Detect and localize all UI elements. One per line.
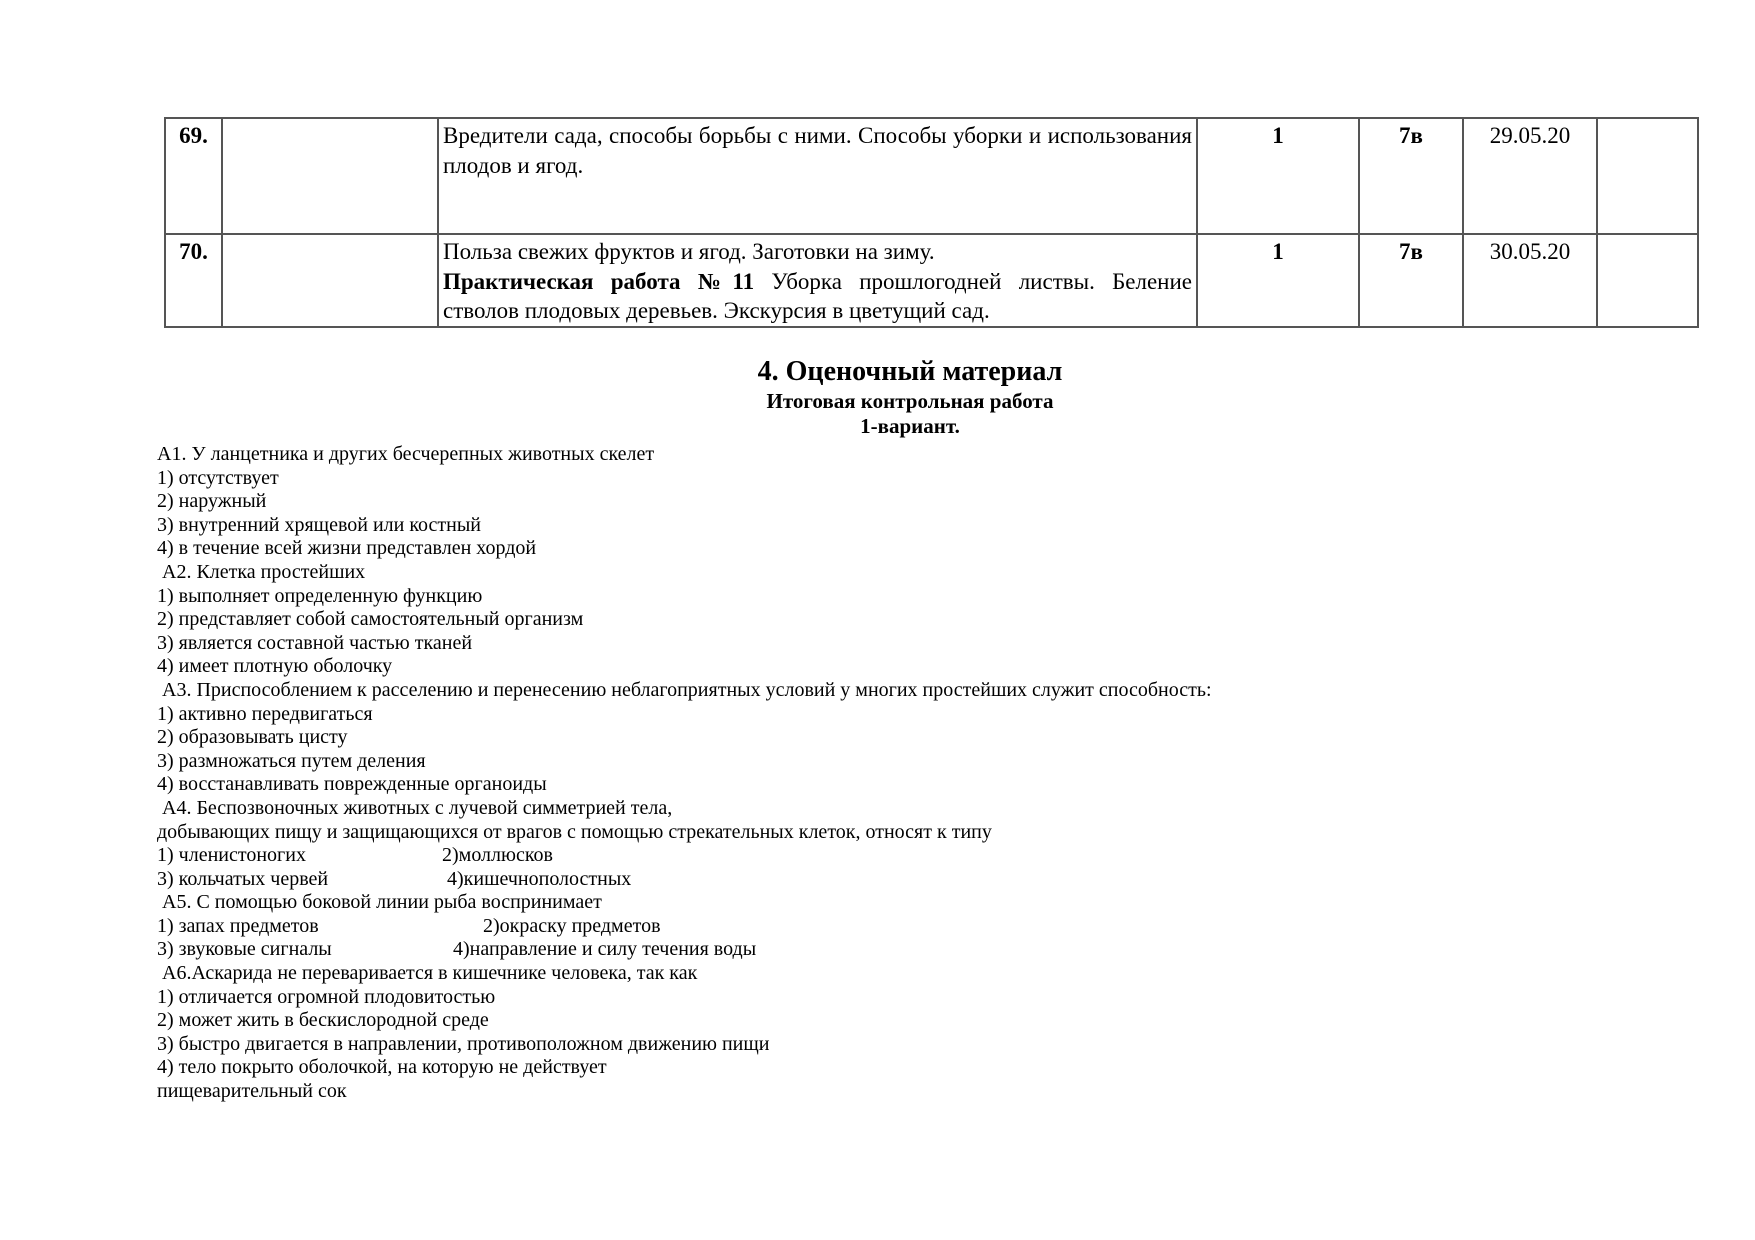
section-title: 4. Оценочный материал bbox=[757, 356, 1063, 387]
answer-option: 3) кольчатых червей bbox=[157, 867, 329, 890]
question-line: А3. Приспособлением к расселению и перенесению неблагоприятных условий у многих простейших служит способность: bbox=[157, 678, 1212, 701]
topic-paragraph bbox=[443, 267, 1192, 326]
answer-option: 2) представляет собой самостоятельный организм bbox=[157, 608, 584, 631]
answer-option: 1) отличается огромной плодовитостью bbox=[157, 985, 496, 1008]
topic-paragraph: Польза свежих фруктов и ягод. Заготовки на зиму. bbox=[443, 239, 935, 264]
empty-cell bbox=[222, 234, 438, 327]
topic-text: Уборка прошлогодней листвы. Беление стволов плодовых деревьев. Экскурсия в цветущий сад. bbox=[443, 268, 1192, 323]
hours-cell: 1 bbox=[1197, 118, 1359, 234]
variant-label: 1-вариант. bbox=[860, 414, 960, 438]
class-cell: 7в bbox=[1359, 118, 1463, 234]
answer-option: 1) запах предметов bbox=[157, 914, 319, 937]
lesson-schedule-table-wrap bbox=[164, 117, 1699, 328]
answer-option: 3) размножаться путем деления bbox=[157, 749, 426, 772]
lesson-topic-cell bbox=[438, 118, 1197, 234]
lesson-number-cell: 69. bbox=[165, 118, 222, 234]
answer-options-row bbox=[157, 938, 1607, 962]
answer-option: 2)окраску предметов bbox=[483, 914, 661, 937]
answer-options-row bbox=[157, 868, 1607, 892]
answer-option: 4) восстанавливать поврежденные органоиды bbox=[157, 773, 547, 796]
answer-option: 1) активно передвигаться bbox=[157, 702, 373, 725]
answer-option: 2) наружный bbox=[157, 490, 267, 513]
answer-option: 4) в течение всей жизни представлен хордой bbox=[157, 537, 537, 560]
date-cell: 30.05.20 bbox=[1463, 234, 1597, 327]
answer-option: 4) тело покрыто оболочкой, на которую не действует bbox=[157, 1056, 607, 1079]
test-questions bbox=[157, 443, 1607, 1104]
question-line: А5. С помощью боковой линии рыба воспринимает bbox=[157, 891, 602, 914]
question-line: А2. Клетка простейших bbox=[157, 560, 366, 583]
empty-cell bbox=[1597, 234, 1698, 327]
topic-paragraph: Вредители сада, способы борьбы с ними. Способы уборки и использования плодов и ягод. bbox=[443, 123, 1192, 178]
lesson-number-cell: 70. bbox=[165, 234, 222, 327]
hours-cell: 1 bbox=[1197, 234, 1359, 327]
question-line: А6.Аскарида не переваривается в кишечнике человека, так как bbox=[157, 962, 698, 985]
date-cell: 29.05.20 bbox=[1463, 118, 1597, 234]
answer-option: 4)кишечнополостных bbox=[447, 867, 632, 890]
answer-option: 3) внутренний хрящевой или костный bbox=[157, 513, 482, 536]
question-line: добывающих пищу и защищающихся от врагов с помощью стрекательных клеток, относят к типу bbox=[157, 820, 992, 843]
practical-work-label: Практическая работа №11 bbox=[443, 268, 755, 294]
question-line: А1. У ланцетника и других бесчерепных животных скелет bbox=[157, 443, 655, 465]
empty-cell bbox=[222, 118, 438, 234]
answer-options-row bbox=[157, 915, 1607, 939]
answer-option: 2) образовывать цисту bbox=[157, 726, 348, 749]
answer-option: 2) может жить в бескислородной среде bbox=[157, 1009, 489, 1032]
lesson-schedule-table bbox=[164, 117, 1699, 328]
table-row bbox=[165, 234, 1698, 327]
answer-option: 3) является составной частью тканей bbox=[157, 631, 473, 654]
answer-option: 4) имеет плотную оболочку bbox=[157, 655, 393, 678]
subsection-title: Итоговая контрольная работа bbox=[766, 389, 1054, 413]
answer-option: 3) звуковые сигналы bbox=[157, 938, 332, 961]
answer-option: 2)моллюсков bbox=[442, 844, 553, 867]
answer-options-row bbox=[157, 844, 1607, 868]
question-line: А4. Беспозвоночных животных с лучевой симметрией тела, bbox=[157, 796, 673, 819]
lesson-topic-cell bbox=[438, 234, 1197, 327]
answer-option: 1) выполняет определенную функцию bbox=[157, 584, 483, 607]
class-cell: 7в bbox=[1359, 234, 1463, 327]
empty-cell bbox=[1597, 118, 1698, 234]
question-line-continuation: пищеварительный сок bbox=[157, 1080, 347, 1103]
table-row bbox=[165, 118, 1698, 234]
answer-option: 1) отсутствует bbox=[157, 466, 279, 489]
assessment-headings bbox=[65, 355, 1755, 439]
answer-option: 4)направление и силу течения воды bbox=[453, 938, 757, 961]
answer-option: 1) членистоногих bbox=[157, 844, 306, 867]
answer-option: 3) быстро двигается в направлении, противоположном движению пищи bbox=[157, 1032, 770, 1055]
